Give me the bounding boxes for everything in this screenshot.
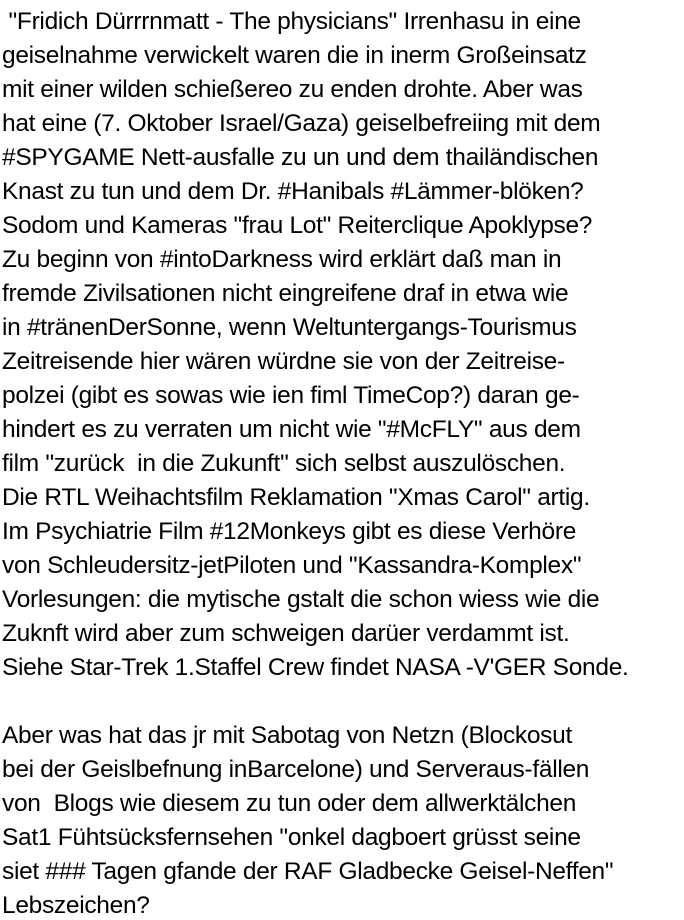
text-line: film "zurück in die Zukunft" sich selbst auszulöschen. bbox=[2, 450, 566, 477]
text-line: von Blogs wie diesem zu tun oder dem allwerktälchen bbox=[2, 790, 577, 817]
text-line: siet ### Tagen gfande der RAF Gladbecke Geisel-Neffen" bbox=[2, 858, 614, 885]
text-line: Die RTL Weihachtsfilm Reklamation "Xmas Carol" artig. bbox=[2, 484, 590, 511]
paragraph-1 bbox=[2, 5, 682, 685]
text-line: hat eine (7. Oktober Israel/Gaza) geiselbefreiing mit dem bbox=[2, 110, 601, 137]
text-line: Sodom und Kameras "frau Lot" Reiterclique Apoklypse? bbox=[2, 212, 593, 239]
text-line: geiselnahme verwickelt waren die in inerm Großeinsatz bbox=[2, 42, 587, 69]
text-line: Sat1 Fühtsücksfernsehen "onkel dagboert grüsst seine bbox=[2, 824, 581, 851]
text-line: Zu beginn von #intoDarkness wird erklärt daß man in bbox=[2, 246, 562, 273]
text-line: Lebszeichen? bbox=[2, 892, 150, 919]
text-line: bei der Geislbefnung inBarcelone) und Serveraus-fällen bbox=[2, 756, 590, 783]
text-line: in #tränenDerSonne, wenn Weltuntergangs-Tourismus bbox=[2, 314, 577, 341]
text-line: polzei (gibt es sowas wie ien fiml TimeCop?) daran ge- bbox=[2, 382, 580, 409]
text-line: Aber was hat das jr mit Sabotag von Netzn (Blockosut bbox=[2, 722, 572, 749]
text-line: Im Psychiatrie Film #12Monkeys gibt es diese Verhöre bbox=[2, 518, 577, 545]
text-line: Zeitreisende hier wären würdne sie von der Zeitreise- bbox=[2, 348, 565, 375]
paragraph-2 bbox=[2, 719, 682, 920]
text-line: hindert es zu verraten um nicht wie "#McFLY" aus dem bbox=[2, 416, 581, 443]
text-line: "Fridich Dürrrnmatt - The physicians" Irrenhasu in eine bbox=[2, 8, 581, 35]
text-line: Knast zu tun und dem Dr. #Hanibals #Lämmer-blöken? bbox=[2, 178, 584, 205]
text-line: Siehe Star-Trek 1.Staffel Crew findet NASA -V'GER Sonde. bbox=[2, 654, 629, 681]
text-line: Zuknft wird aber zum schweigen darüer verdammt ist. bbox=[2, 620, 570, 647]
text-line: mit einer wilden schießereo zu enden drohte. Aber was bbox=[2, 76, 583, 103]
text-line: von Schleudersitz-jetPiloten und "Kassandra-Komplex" bbox=[2, 552, 582, 579]
paragraph-gap bbox=[2, 685, 682, 719]
text-line: fremde Zivilsationen nicht eingreifene draf in etwa wie bbox=[2, 280, 569, 307]
text-line: #SPYGAME Nett-ausfalle zu un und dem thailändischen bbox=[2, 144, 599, 171]
text-line: Vorlesungen: die mytische gstalt die schon wiess wie die bbox=[2, 586, 600, 613]
